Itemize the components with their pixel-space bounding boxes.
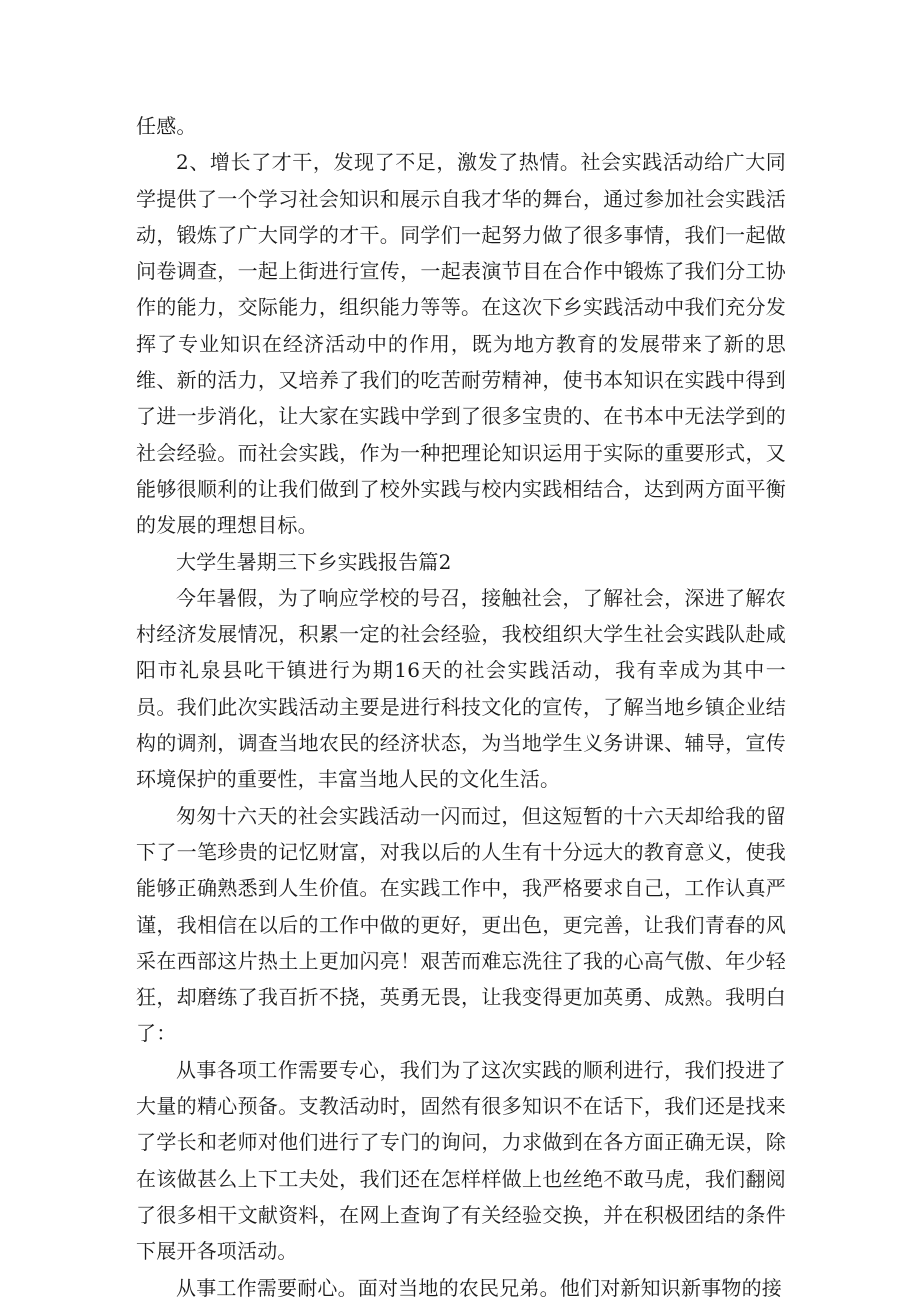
paragraph-growth: 2、增长了才干，发现了不足，激发了热情。社会实践活动给广大同学提供了一个学习社会知识和展示自我才华的舞台，通过参加社会实践活动，锻炼了广大同学的才干。同学们一起努力做了很多事情，我们一起做问卷调查，一起上街进行宣传，一起表演节目在合作中锻炼了我们分工协作的能力，交际能力，组织能力等等。在这次下乡实践活动中我们充分发挥了专业知识在经济活动中的作用，既为地方教育的发展带来了新的思维、新的活力，又培养了我们的吃苦耐劳精神，使书本知识在实践中得到了进一步消化，让大家在实践中学到了很多宝贵的、在书本中无法学到的社会经验。而社会实践，作为一种把理论知识运用于实际的重要形式，又能够很顺利的让我们做到了校外实践与校内实践相结合，达到两方面平衡的发展的理想目标。 (136, 150, 786, 538)
section-heading: 大学生暑期三下乡实践报告篇2 (176, 549, 452, 574)
paragraph-patience: 从事工作需要耐心。面对当地的农民兄弟。他们对新知识新事物的接 (176, 1275, 782, 1300)
document-body (136, 108, 786, 1306)
paragraph-summer-intro: 今年暑假，为了响应学校的号召，接触社会，了解社会，深进了解农村经济发展情况，积累一定的社会经验，我校组织大学生社会实践队赴咸阳市礼泉县叱干镇进行为期16天的社会实践活动，我有幸成为其中一员。我们此次实践活动主要是进行科技文化的宣传，了解当地乡镇企业结构的调剂，调查当地农民的经济状态，为当地学生义务讲课、辅导，宣传环境保护的重要性，丰富当地人民的文化生活。 (136, 585, 786, 792)
paragraph-dedication: 从事各项工作需要专心，我们为了这次实践的顺利进行，我们投进了大量的精心预备。支教活动时，固然有很多知识不在话下，我们还是找来了学长和老师对他们进行了专门的询问，力求做到在各方面正确无误，除在该做甚么上下工夫处，我们还在怎样样做上也丝绝不敢马虎，我们翻阅了很多相干文献资料，在网上查询了有关经验交换，并在积极团结的条件下展开各项活动。 (136, 1057, 786, 1264)
paragraph-sixteen-days: 匆匆十六天的社会实践活动一闪而过，但这短暂的十六天却给我的留下了一笔珍贵的记忆财富，对我以后的人生有十分远大的教育意义，使我能够正确熟悉到人生价值。在实践工作中，我严格要求自己，工作认真严谨，我相信在以后的工作中做的更好，更出色，更完善，让我们青春的风采在西部这片热土上更加闪亮！艰苦而难忘洗往了我的心高气傲、年少轻狂，却磨练了我百折不挠，英勇无畏，让我变得更加英勇、成熟。我明白了： (136, 803, 786, 1046)
continuation-text: 任感。 (136, 114, 197, 138)
